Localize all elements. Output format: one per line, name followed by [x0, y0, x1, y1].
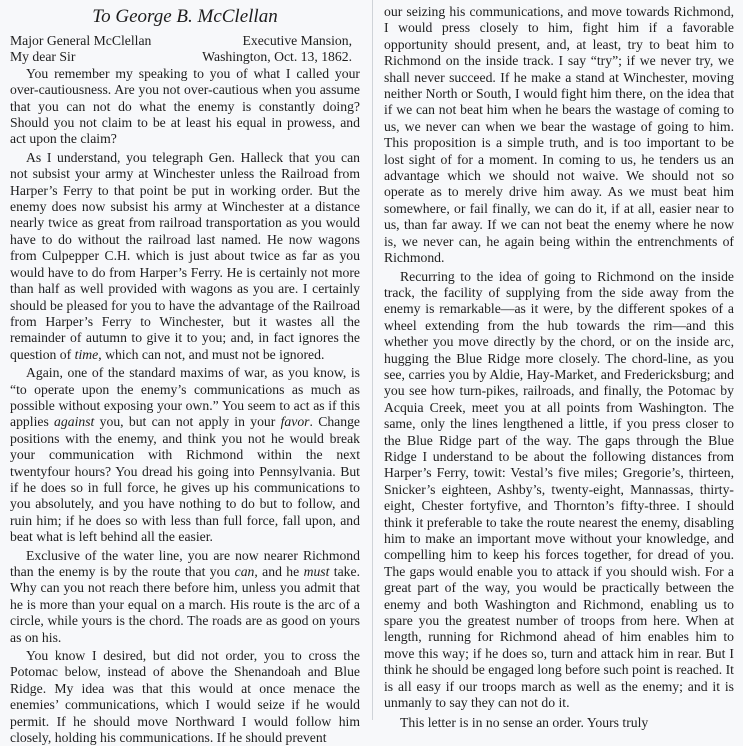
letter-title: To George B. McClellan	[92, 6, 278, 27]
paragraph-text: , which can not, and must not be ignored.	[98, 346, 325, 362]
italic-text: can	[234, 564, 255, 579]
header-row-1	[10, 33, 360, 49]
paragraph-text: Recurring to the idea of going to Richmond on the inside track, the facility of supplying from the side away from the enemy is remarkable—as it were, by the different spokes of a wheel extending from the hub towards the rim—and this whether you move directly by the chord, or on the inside arc, hugging the Blue Ridge more closely. The chord-line, as you see, carries you by Aldie, Hay-Market, and Fredericksburg; and you see how turn-pikes, railroads, and finally, the Potomac by Acquia Creek, meet you at all points from Washington. The same, only the lines lengthened a little, if you press closer to the Blue Ridge part of the way. The gaps through the Blue Ridge I understand to be about the following distances from Harper’s Ferry, towit: Vestal’s five miles; Gregorie’s, thirteen, Snicker’s eighteen, Ashby’s, twenty-eight, Mannassas, thirty-eight, Chester fortyfive, and Thornton’s fifty-three. I should think it preferable to take the route nearest the enemy, disabling him to make an important move without your knowledge, and compelling him to keep his forces together, for dread of you. The gaps would enable you to attack if you should wish. For a great part of the way, you would be practically between the enemy and both Washington and Richmond, enabling us to spare you the greatest number of troops from here. When at length, running for Richmond ahead of him enables him to move this way; if he does so, turn and attack him in rear. But I think he should be engaged long before such point is reached. It is all easy if our troops march as well as the enemy; and it is unmanly to say they can not do it.	[384, 268, 734, 711]
addressee: Major General McClellan	[10, 33, 152, 48]
paragraph	[384, 4, 734, 267]
paragraph	[10, 365, 360, 545]
italic-text: favor	[280, 414, 310, 430]
paragraph	[384, 269, 734, 712]
paragraph-text: . Change positions with the enemy, and think you not he would break your communication with Richmond within the next twentyfour hours? You dread his going into Pennsylvania. But if he does so in full force, he gives up his communications to you absolutely, and you have nothing to do but to follow, and ruin him; if he does so with less than full force, fall upon, and beat what is left behind all the easier.	[10, 414, 361, 545]
header-row-2	[10, 49, 360, 65]
paragraph-text: You remember my speaking to you of what I called your over-cautiousness. Are you not over-cautious when you assume that you can not do what the enemy is constantly doing? Should you not claim to be at least his equal in prowess, and act upon the claim?	[10, 65, 360, 147]
italic-text: against	[54, 414, 95, 430]
letter-location: Executive Mansion,	[242, 33, 352, 48]
paragraph-text: As I understand, you telegraph Gen. Halleck that you can not subsist your army at Winchester unless the Railroad from Harper’s Ferry to that point be put in working order. But the enemy does now subsist his army at Winchester at a distance nearly twice as great from railroad transportation as you would have to do without the railroad last named. He now wagons from Culpepper C.H. which is just about twice as far as you would have to do from Harper’s Ferry. He is certainly not more than half as well provided with wagons as you are. I certainly should be pleased for you to have the advantage of the Railroad from Harper’s Ferry to Winchester, but it wastes all the remainder of autumn to give it to you; and, in fact ignores the question of	[10, 149, 360, 362]
left-column-body	[10, 66, 360, 746]
paragraph-text: Exclusive of the water line, you are now nearer Richmond than the enemy is by the route that you	[10, 547, 360, 579]
paragraph	[10, 66, 360, 148]
paragraph-text: You know I desired, but did not order, you to cross the Potomac below, instead of above the Shenandoah and Blue Ridge. My idea was that this would at once menace the enemies’ communications, which I would seize if he would permit. If he should move Northward I would follow him closely, holding his communications. If he should prevent	[10, 648, 360, 746]
right-column	[380, 4, 738, 731]
paragraph-text: take. Why can you not reach there before him, unless you admit that he is more than your equal on a march. His route is the arc of a circle, while yours is the chord. The roads are as good on yours as on his.	[10, 564, 360, 645]
paragraph	[10, 548, 360, 646]
paragraph-text: you, but can not apply in your	[94, 414, 281, 430]
paragraph-text: , and he	[254, 564, 304, 579]
paragraph-text: our seizing his communications, and move towards Richmond, I would press closely to him, fight him if a favorable opportunity should present, and, at least, try to beat him to Richmond on the inside track. I say “try”; if we never try, we shall never succeed. If he make a stand at Winchester, moving neither North or South, I would fight him there, on the idea that if we can not beat him when he bears the wastage of coming to us, we never can when we bear the wastage of going to him. This proposition is a simple truth, and is too important to be lost sight of for a moment. In coming to us, he tenders us an advantage which we should not waive. We should not so operate as to merely drive him away. As we must beat him somewhere, or fail finally, we can do it, if at all, easier near to us, than far away. If we can not beat the enemy where he now is, we never can, he again being within the entrenchments of Richmond.	[384, 4, 734, 266]
paragraph	[10, 150, 360, 363]
left-column	[6, 4, 364, 746]
right-column-body	[384, 4, 734, 711]
italic-text: time	[74, 346, 99, 362]
salutation: My dear Sir	[10, 49, 76, 65]
italic-text: must	[303, 564, 330, 579]
paragraph	[10, 648, 360, 746]
letter-date: Washington, Oct. 13, 1862.	[202, 49, 352, 65]
column-divider	[372, 0, 373, 720]
paragraph-text: Again, one of the standard maxims of war, as you know, is “to operate upon the enemy’s communications as much as possible without exposing your own.” You seem to act as if this applies	[10, 365, 360, 430]
closing-line: This letter is in no sense an order. Yours truly	[400, 715, 649, 731]
